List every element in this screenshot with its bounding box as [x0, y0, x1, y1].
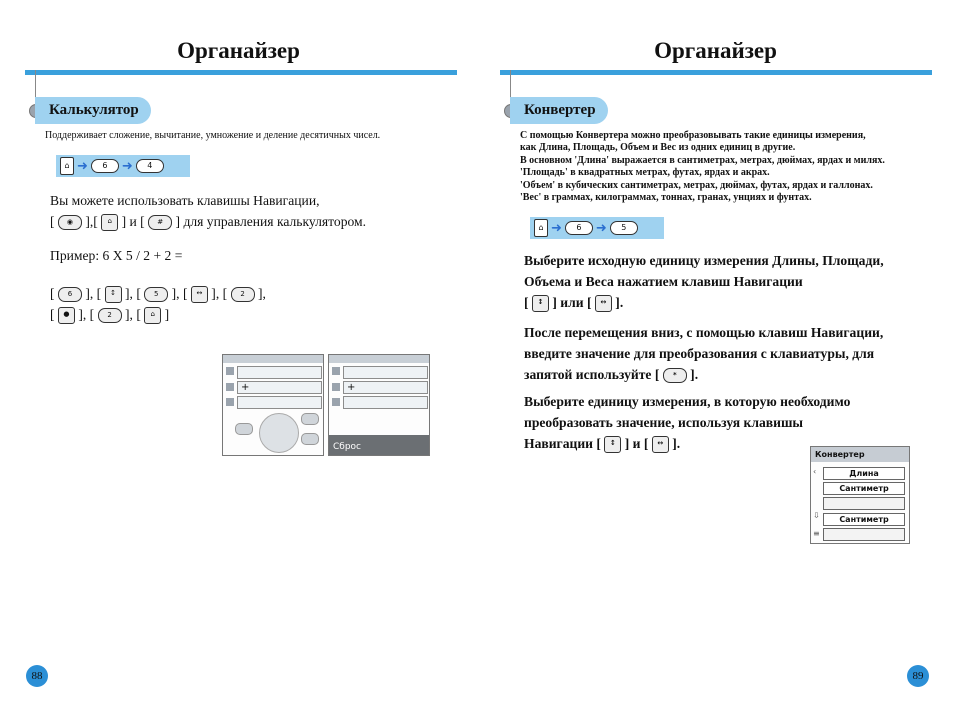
arrow-right-icon: ➜ — [121, 158, 133, 174]
converter-screen — [810, 446, 910, 544]
intro-text: Поддерживает сложение, вычитание, умножение и деление десятичных чисел. — [45, 130, 381, 141]
chevron-left-icon: ‹ — [813, 467, 817, 476]
key-2-icon: 2 — [98, 308, 122, 323]
home-key-icon: ⌂ — [60, 157, 74, 175]
hash-key-icon: # — [148, 215, 172, 230]
equals-icon — [226, 398, 234, 406]
measure-type-field[interactable]: Длина — [823, 467, 905, 480]
nav-left-right-icon: ↔ — [191, 286, 208, 303]
page-number: 89 — [907, 665, 929, 687]
display-field — [343, 366, 428, 379]
ok-key-icon: ● — [58, 307, 75, 324]
from-unit-field[interactable]: Сантиметр — [823, 482, 905, 495]
intro-text: С помощью Конвертера можно преобразовывать такие единицы измерения, как Длина, Площадь, Объем и Вес из одних единиц в другие. В основном 'Длина' выражается в сантиметрах, метрах, дюймах, ярдах и милях. 'Площадь' в квадратных метрах, футах, ярдах и акрах. 'Объем' в кубических сантиметрах, метрах, дюймах, футах, ярдах и галлонах. 'Вес' в граммах, килограммах, тоннах, гранах, унциях и фунтах. — [520, 130, 885, 204]
nav-line-2: [ ◉ ],[ ⌂ ] и [ # ] для управления калькулятором. — [50, 211, 450, 232]
section-title: Конвертер — [510, 97, 608, 124]
header-rule — [25, 70, 457, 75]
home-key-icon: ⌂ — [534, 219, 548, 237]
result-field — [237, 396, 322, 409]
key-2-icon: 2 — [231, 287, 255, 302]
calc-key-icon — [235, 423, 253, 435]
key-sequence — [530, 217, 664, 239]
key-6-icon: 6 — [91, 159, 119, 173]
home-key-icon: ⌂ — [101, 214, 118, 231]
paragraph-target-unit: Выберите единицу измерения, в которую необходимо преобразовать значение, используя клавишы Навигации [ ↕ ] и [ ↔ ]. — [524, 391, 944, 454]
clipboard-icon — [226, 367, 234, 375]
page-title: Органайзер — [177, 38, 300, 63]
converter-title: Конвертер — [811, 447, 909, 462]
key-6-icon: 6 — [565, 221, 593, 235]
section-title: Калькулятор — [35, 97, 151, 124]
nav-up-down-icon: ↕ — [105, 286, 122, 303]
nav-line-2-text: для управления калькулятором. — [183, 214, 367, 229]
key-5-icon: 5 — [144, 287, 168, 302]
nav-instructions — [50, 190, 450, 232]
header-rule — [500, 70, 932, 75]
from-value-field[interactable] — [823, 497, 905, 510]
key-sequence — [56, 155, 190, 177]
paragraph-select-unit: Выберите исходную единицу измерения Длины, Площади, Объема и Веса нажатием клавиш Навигации [ ↕ ] или [ ↔ ]. — [524, 250, 934, 313]
equals-icon — [332, 398, 340, 406]
nav-left-right-icon: ↔ — [595, 295, 612, 312]
nav-pad-icon — [259, 413, 299, 453]
nav-left-right-icon: ↔ — [652, 436, 669, 453]
calc-key-icon — [301, 433, 319, 445]
calc-key-icon — [301, 413, 319, 425]
paragraph-enter-value: После перемещения вниз, с помощью клавиш Навигации, введите значение для преобразования с клавиатуры, для запятой используйте [ * ]. — [524, 325, 884, 382]
reset-menu-item[interactable]: Сброс — [333, 442, 362, 452]
operator-field: + — [237, 381, 322, 394]
convert-arrow-icon: ⇩ — [813, 511, 820, 520]
arrow-right-icon: ➜ — [77, 158, 88, 174]
arrow-right-icon: ➜ — [595, 220, 607, 236]
calculator-menu-screen — [328, 354, 430, 456]
key-4-icon: 4 — [136, 159, 164, 173]
calculator-screen — [222, 354, 324, 456]
example-keys: [ 6 ], [ ↕ ], [ 5 ], [ ↔ ], [ 2 ], [ ● ], [ 2 ], [ ⌂ ] — [50, 283, 450, 325]
plus-icon — [226, 383, 234, 391]
operator-field: + — [343, 381, 428, 394]
key-5-icon: 5 — [610, 221, 638, 235]
nav-up-down-icon: ↕ — [604, 436, 621, 453]
to-value-field — [823, 528, 905, 541]
nav-up-down-icon: ↕ — [532, 295, 549, 312]
display-field — [237, 366, 322, 379]
example-text: Пример: 6 X 5 / 2 + 2 = — [50, 248, 183, 263]
ok-key-icon: ◉ — [58, 215, 82, 230]
key-6-icon: 6 — [58, 287, 82, 302]
arrow-right-icon: ➜ — [551, 220, 562, 236]
page-number: 88 — [26, 665, 48, 687]
right-page — [477, 0, 954, 716]
result-field — [343, 396, 428, 409]
star-key-icon: * — [663, 368, 687, 383]
equals-icon: ≡ — [813, 529, 820, 538]
clipboard-icon — [332, 367, 340, 375]
home-key-icon: ⌂ — [144, 307, 161, 324]
to-unit-field[interactable]: Сантиметр — [823, 513, 905, 526]
nav-line-1: Вы можете использовать клавишы Навигации, — [50, 193, 320, 208]
plus-icon — [332, 383, 340, 391]
page-title: Органайзер — [654, 38, 777, 63]
